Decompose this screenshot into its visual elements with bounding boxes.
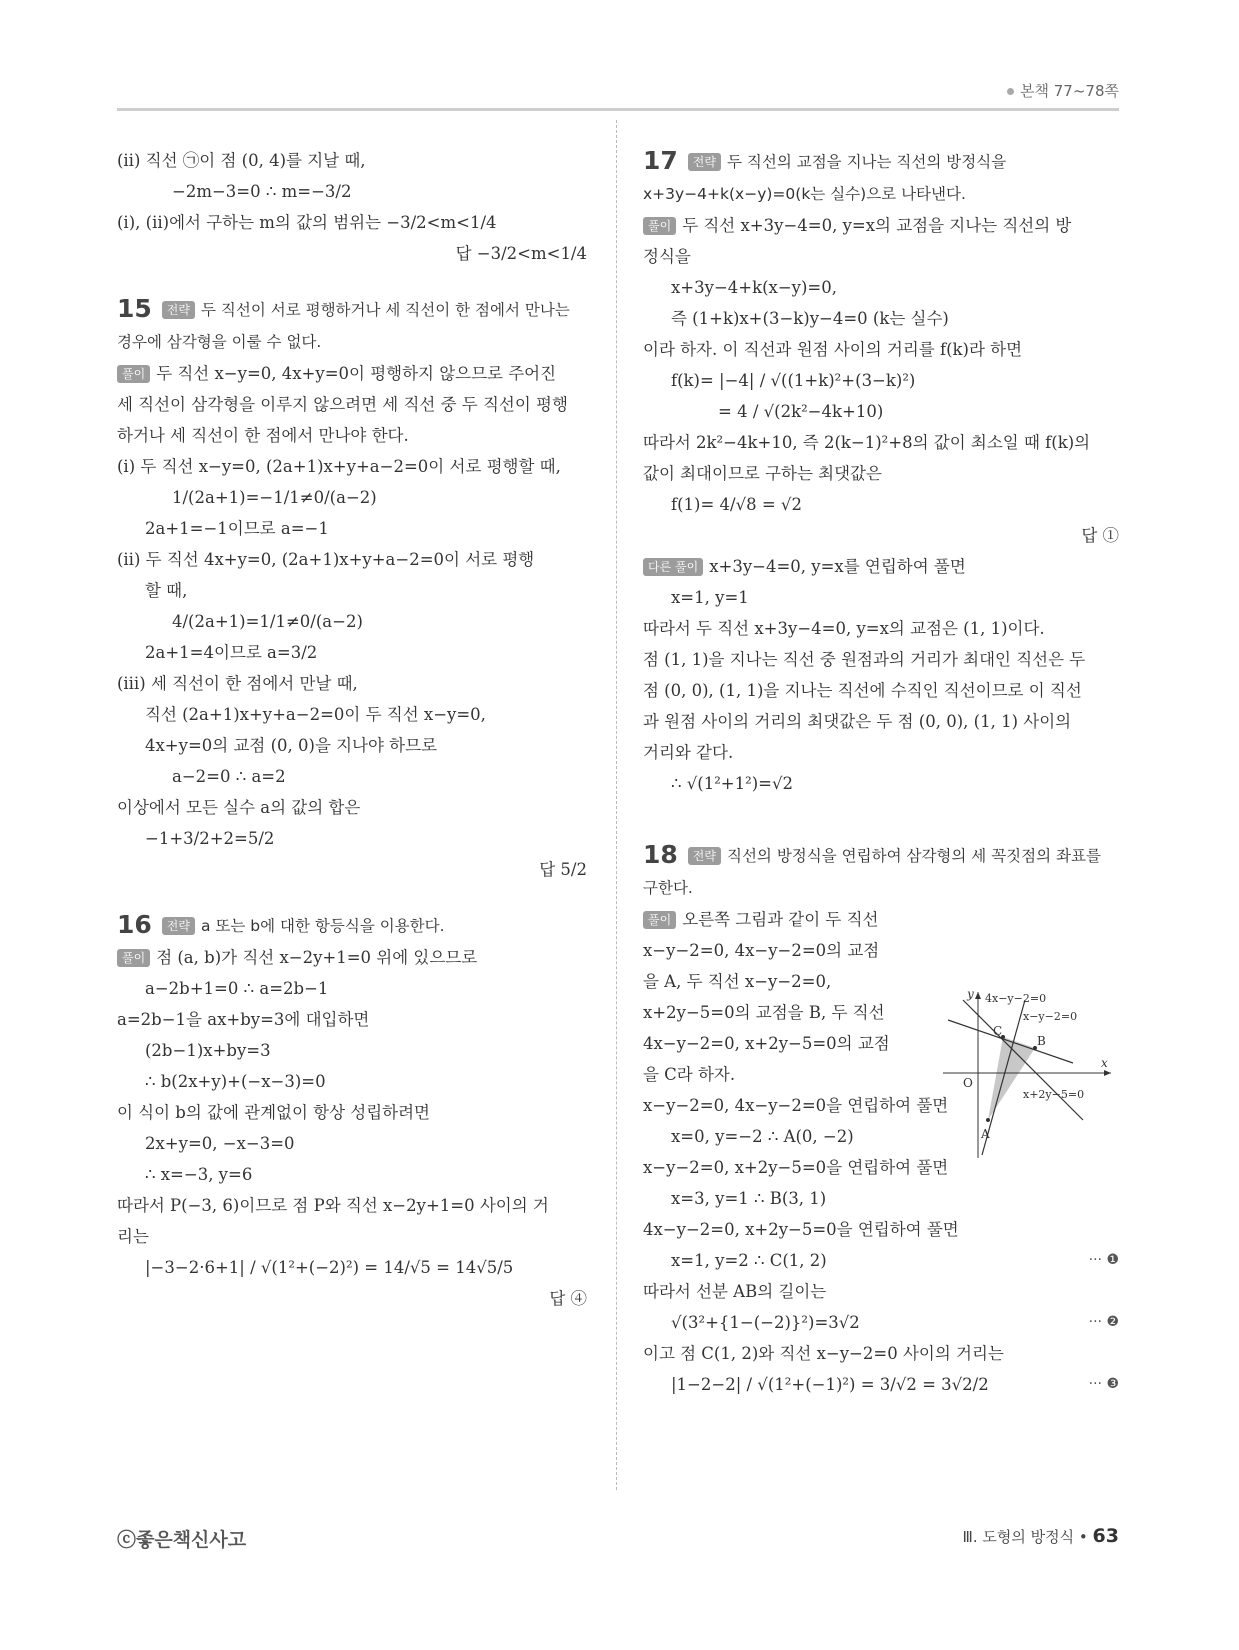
line: 이고 점 C(1, 2)와 직선 x−y−2=0 사이의 거리는 [643, 1344, 1004, 1363]
line: 을 C라 하자. [643, 1065, 736, 1084]
line: ∴ b(2x+y)+(−x−3)=0 [145, 1072, 326, 1091]
problem-number: 17 [643, 146, 678, 175]
line-label: x−y−2=0 [1023, 1010, 1078, 1023]
line: 따라서 2k²−4k+10, 즉 2(k−1)²+8의 값이 최소일 때 f(k)의 [643, 433, 1091, 452]
line-label: x+2y−5=0 [1023, 1088, 1085, 1101]
strategy-tag: 전략 [162, 301, 195, 319]
page-number: 63 [1092, 1525, 1119, 1547]
line: 오른쪽 그림과 같이 두 직선 [682, 910, 879, 929]
step-marker: ··· ❷ [1088, 1314, 1119, 1330]
line: √(3²+{1−(−2)}²)=3√2 [671, 1313, 860, 1332]
line: (ⅱ) 두 직선 4x+y=0, (2a+1)x+y+a−2=0이 서로 평행 [117, 550, 535, 569]
problem-16-header [117, 909, 587, 942]
line: 값이 최대이므로 구하는 최댓값은 [643, 464, 882, 483]
line: (ⅰ) 두 직선 x−y=0, (2a+1)x+y+a−2=0이 서로 평행할 때, [117, 457, 561, 476]
line: x−y−2=0, 4x−y−2=0의 교점 [643, 941, 880, 960]
line: 4/(2a+1)=1/1≠0/(a−2) [172, 612, 363, 631]
line-label: 4x−y−2=0 [985, 992, 1047, 1005]
line: −1+3/2+2=5/2 [145, 829, 275, 848]
line: 두 직선 x+3y−4=0, y=x의 교점을 지나는 직선의 방 [682, 216, 1072, 235]
line: x=0, y=−2 ∴ A(0, −2) [671, 1127, 854, 1146]
line: 세 직선이 삼각형을 이루지 않으려면 세 직선 중 두 직선이 평행 [117, 395, 568, 414]
page-header [1007, 80, 1119, 101]
line: x+3y−4+k(x−y)=0, [671, 278, 837, 297]
line: (2b−1)x+by=3 [145, 1041, 271, 1060]
y-axis-arrow-icon [975, 992, 981, 999]
line: 즉 (1+k)x+(3−k)y−4=0 (k는 실수) [671, 309, 949, 328]
line: x+3y−4=0, y=x를 연립하여 풀면 [709, 557, 966, 576]
line: a−2=0 ∴ a=2 [172, 767, 286, 786]
line: 이 식이 b의 값에 관계없이 항상 성립하려면 [117, 1103, 430, 1122]
publisher-logo: ⓒ좋은책신사고 [117, 1529, 247, 1551]
line: a−2b+1=0 ∴ a=2b−1 [145, 979, 329, 998]
line: 2a+1=4이므로 a=3/2 [145, 643, 318, 662]
line: x=1, y=2 ∴ C(1, 2) [671, 1251, 827, 1270]
line: f(k)= |−4| / √((1+k)²+(3−k)²) [671, 371, 916, 390]
solution-tag: 풀이 [643, 911, 676, 929]
line: 따라서 두 직선 x+3y−4=0, y=x의 교점은 (1, 1)이다. [643, 619, 1045, 638]
line: 리는 [117, 1227, 149, 1246]
line: 2a+1=−1이므로 a=−1 [145, 519, 329, 538]
x-axis-arrow-icon [1104, 1070, 1111, 1076]
line: x=3, y=1 ∴ B(3, 1) [671, 1189, 827, 1208]
point-label-B: B [1037, 1034, 1046, 1048]
solution-tag: 풀이 [117, 365, 150, 383]
strategy-tag: 전략 [688, 153, 721, 171]
chapter-title: Ⅲ. 도형의 방정식 [962, 1528, 1075, 1546]
right-column [643, 145, 1119, 1400]
step-marker: ··· ❸ [1088, 1376, 1119, 1392]
answer: 답 ① [1081, 526, 1119, 545]
strategy-tag: 전략 [688, 847, 721, 865]
line: 4x+y=0의 교점 (0, 0)을 지나야 하므로 [145, 736, 438, 755]
point-A [986, 1118, 990, 1122]
strategy-text: a 또는 b에 대한 항등식을 이용한다. [200, 917, 445, 935]
column-divider [616, 120, 617, 1490]
line: (ⅰ), (ⅱ)에서 구하는 m의 값의 범위는 −3/2<m<1/4 [117, 213, 497, 232]
line: x−y−2=0, x+2y−5=0을 연립하여 풀면 [643, 1158, 949, 1177]
line: |1−2−2| / √(1²+(−1)²) = 3/√2 = 3√2/2 [671, 1375, 989, 1394]
point-label-A: A [981, 1127, 990, 1141]
line: 점 (0, 0), (1, 1)을 지나는 직선에 수직인 직선이므로 이 직선 [643, 681, 1082, 700]
x-label: x [1101, 1056, 1108, 1070]
origin-label: O [963, 1076, 973, 1090]
line: 이라 하자. 이 직선과 원점 사이의 거리를 f(k)라 하면 [643, 340, 1023, 359]
problem-number: 16 [117, 910, 152, 939]
line: x−y−2=0, 4x−y−2=0을 연립하여 풀면 [643, 1096, 949, 1115]
line: x+2y−5=0의 교점을 B, 두 직선 [643, 1003, 885, 1022]
separator-dot-icon: • [1078, 1528, 1093, 1546]
strategy-text: 두 직선의 교점을 지나는 직선의 방정식을 x+3y−4+k(x−y)=0(k는 실수)으로 나타낸다. [643, 153, 1007, 203]
solution-tag: 풀이 [117, 949, 150, 967]
line: 점 (a, b)가 직선 x−2y+1=0 위에 있으므로 [156, 948, 478, 967]
line: 거리와 같다. [643, 743, 734, 762]
line: 두 직선 x−y=0, 4x+y=0이 평행하지 않으므로 주어진 [156, 364, 557, 383]
header-text: 본책 77~78쪽 [1020, 82, 1119, 100]
line: (ⅲ) 세 직선이 한 점에서 만날 때, [117, 674, 358, 693]
problem-15-header [117, 293, 587, 358]
step-marker: ··· ❶ [1088, 1252, 1119, 1268]
bullet-icon [1007, 88, 1014, 95]
problem-number: 15 [117, 294, 152, 323]
alt-solution-tag: 다른 풀이 [643, 558, 703, 576]
answer: 답 −3/2<m<1/4 [455, 244, 587, 263]
line: 하거나 세 직선이 한 점에서 만나야 한다. [117, 426, 409, 445]
line: ∴ √(1²+1²)=√2 [671, 774, 794, 793]
strategy-text: 두 직선이 서로 평행하거나 세 직선이 한 점에서 만나는 경우에 삼각형을 이룰 수 없다. [117, 301, 570, 351]
strategy-tag: 전략 [162, 917, 195, 935]
line: x=1, y=1 [671, 588, 749, 607]
line: ∴ x=−3, y=6 [145, 1165, 253, 1184]
line: −2m−3=0 ∴ m=−3/2 [172, 182, 352, 201]
line: 점 (1, 1)을 지나는 직선 중 원점과의 거리가 최대인 직선은 두 [643, 650, 1086, 669]
line: |−3−2·6+1| / √(1²+(−2)²) = 14/√5 = 14√5/5 [145, 1258, 514, 1277]
line: f(1)= 4/√8 = √2 [671, 495, 802, 514]
line: 1/(2a+1)=−1/1≠0/(a−2) [172, 488, 377, 507]
problem-number: 18 [643, 840, 678, 869]
strategy-text: 직선의 방정식을 연립하여 삼각형의 세 꼭짓점의 좌표를 구한다. [643, 847, 1101, 897]
line: 4x−y−2=0, x+2y−5=0을 연립하여 풀면 [643, 1220, 959, 1239]
page-footer [963, 1525, 1119, 1547]
line: 4x−y−2=0, x+2y−5=0의 교점 [643, 1034, 890, 1053]
answer: 답 5/2 [539, 860, 587, 879]
line: 따라서 선분 AB의 길이는 [643, 1282, 827, 1301]
line: a=2b−1을 ax+by=3에 대입하면 [117, 1010, 370, 1029]
line: 을 A, 두 직선 x−y−2=0, [643, 972, 832, 991]
problem-18-header [643, 839, 1119, 904]
line: 직선 (2a+1)x+y+a−2=0이 두 직선 x−y=0, [145, 705, 486, 724]
line: 2x+y=0, −x−3=0 [145, 1134, 295, 1153]
triangle-figure [943, 990, 1113, 1160]
line: 과 원점 사이의 거리의 최댓값은 두 점 (0, 0), (1, 1) 사이의 [643, 712, 1072, 731]
point-label-C: C [993, 1024, 1003, 1038]
header-rule [117, 108, 1119, 111]
line: = 4 / √(2k²−4k+10) [718, 402, 884, 421]
line: 따라서 P(−3, 6)이므로 점 P와 직선 x−2y+1=0 사이의 거 [117, 1196, 549, 1215]
y-label: y [967, 990, 974, 1001]
line: 할 때, [145, 581, 188, 600]
line: 정식을 [643, 247, 691, 266]
line: (ⅱ) 직선 ㉠이 점 (0, 4)를 지날 때, [117, 151, 366, 170]
left-column [117, 145, 587, 1314]
solution-tag: 풀이 [643, 217, 676, 235]
line: 이상에서 모든 실수 a의 값의 합은 [117, 798, 361, 817]
problem-17-header [643, 145, 1119, 210]
answer: 답 ④ [549, 1289, 587, 1308]
